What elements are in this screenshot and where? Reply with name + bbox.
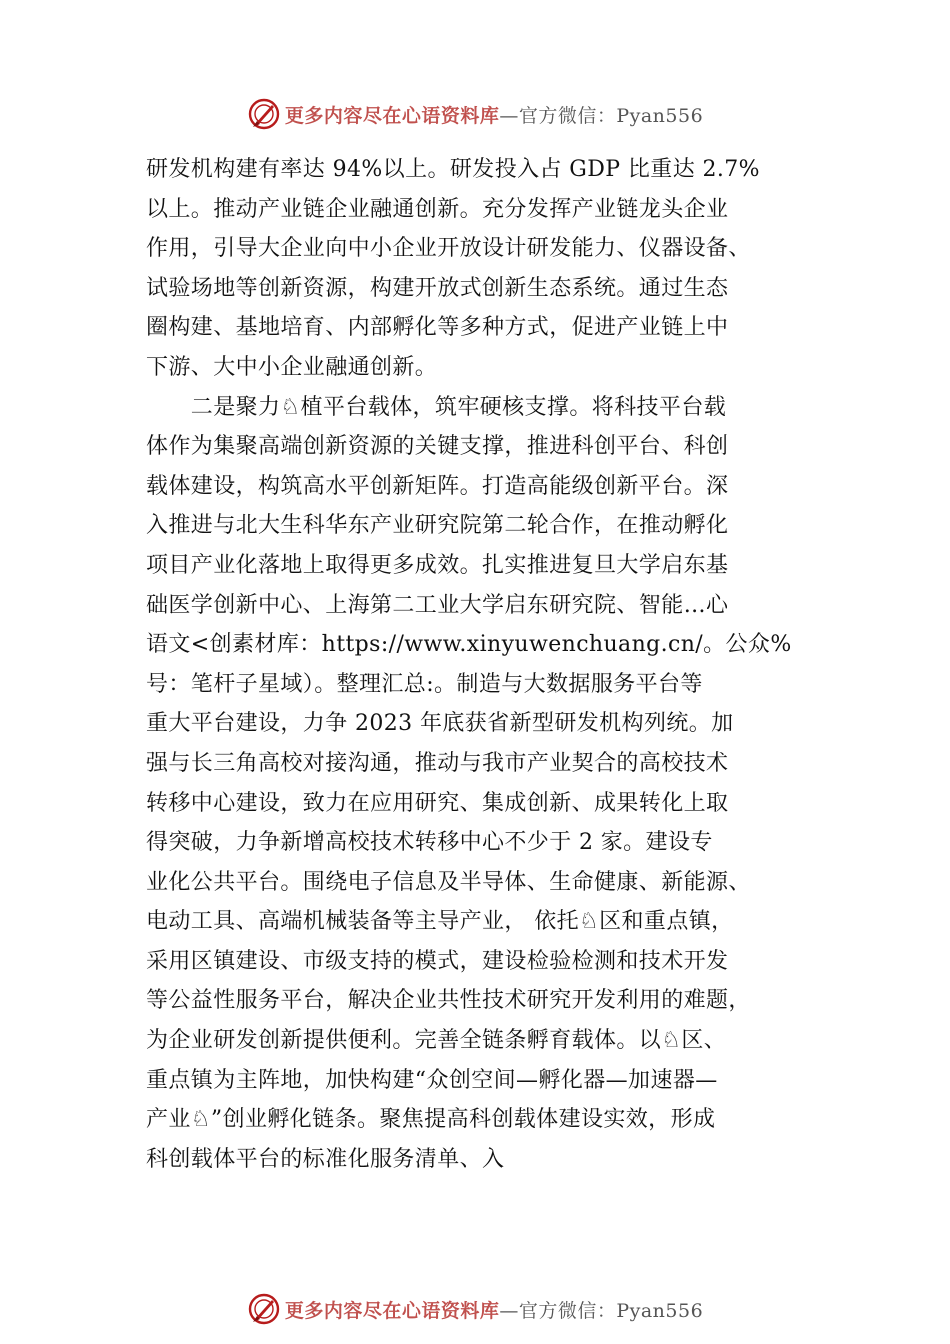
text-line-1: 研发机构建有率达 94%以上。研发投入占 GDP 比重达 2.7% <box>146 157 760 182</box>
text-line-6: 下游、大中小企业融通创新。 <box>146 354 438 380</box>
header-dash: — <box>499 104 519 127</box>
text-line-4: 试验场地等创新资源，构建开放式创新生态系统。通过生态 <box>146 275 729 301</box>
text-line-19: 业化公共平台。围绕电子信息及半导体、生命健康、新能源、 <box>146 869 751 895</box>
text-line-2: 以上。推动产业链企业融通创新。充分发挥产业链龙头企业 <box>146 196 729 222</box>
text-line-8: 体作为集聚高端创新资源的关键支撑，推进科创平台、科创 <box>146 434 729 460</box>
footer-site-name: 更多内容尽在心语资料库 <box>284 1299 500 1322</box>
header-banner-text <box>285 101 703 128</box>
text-line-13: 语文<创素材库：https://www.xinyuwenchuang.cn/。公众% <box>146 632 792 658</box>
text-line-21: 采用区镇建设、市级支持的模式，建设检验检测和技术开发 <box>146 948 729 974</box>
pen-logo-icon <box>247 97 281 131</box>
document-body <box>146 150 816 1179</box>
footer-wechat: 官方微信：Pyan556 <box>518 1299 704 1322</box>
text-line-23: 为企业研发创新提供便利。完善全链条孵育载体。以♘区、 <box>146 1028 727 1054</box>
footer-dash: — <box>499 1299 519 1322</box>
text-line-10: 入推进与北大生科华东产业研究院第二轮合作，在推动孵化 <box>146 513 729 539</box>
text-line-18: 得突破，力争新增高校技术转移中心不少于 2 家。建设专 <box>146 830 713 856</box>
footer-banner-text <box>285 1296 703 1323</box>
text-line-25: 产业♘”创业孵化链条。聚焦提高科创载体建设实效，形成 <box>146 1107 716 1133</box>
text-line-14: 号：笔杆子星域）。整理汇总:。制造与大数据服务平台等 <box>146 671 703 697</box>
text-line-15: 重大平台建设，力争 2023 年底获省新型研发机构列统。加 <box>146 711 734 737</box>
text-line-17: 转移中心建设，致力在应用研究、集成创新、成果转化上取 <box>146 790 729 816</box>
text-line-9: 载体建设，构筑高水平创新矩阵。打造高能级创新平台。深 <box>146 473 729 499</box>
text-line-11: 项目产业化落地上取得更多成效。扎实推进复旦大学启东基 <box>146 552 729 578</box>
footer-watermark <box>0 1287 950 1331</box>
text-line-5: 圈构建、基地培育、内部孵化等多种方式，促进产业链上中 <box>146 315 729 341</box>
text-line-7: 二是聚力♘植平台载体，筑牢硬核支撑。将科技平台载 <box>146 394 727 420</box>
text-line-16: 强与长三角高校对接沟通，推动与我市产业契合的高校技术 <box>146 750 729 776</box>
text-line-3: 作用，引导大企业向中小企业开放设计研发能力、仪器设备、 <box>146 236 751 262</box>
text-line-22: 等公益性服务平台，解决企业共性技术研究开发利用的难题， <box>146 988 751 1014</box>
text-line-24: 重点镇为主阵地，加快构建“众创空间—孵化器—加速器— <box>146 1067 718 1093</box>
pen-logo-icon <box>247 1292 281 1326</box>
text-line-20: 电动工具、高端机械装备等主导产业， 依托♘区和重点镇， <box>146 909 734 935</box>
header-wechat: 官方微信：Pyan556 <box>518 104 704 127</box>
text-line-26: 科创载体平台的标准化服务清单、入 <box>146 1146 505 1172</box>
header-watermark <box>0 92 950 136</box>
text-line-12: 础医学创新中心、上海第二工业大学启东研究院、智能…心 <box>146 592 729 618</box>
header-site-name: 更多内容尽在心语资料库 <box>284 104 500 127</box>
